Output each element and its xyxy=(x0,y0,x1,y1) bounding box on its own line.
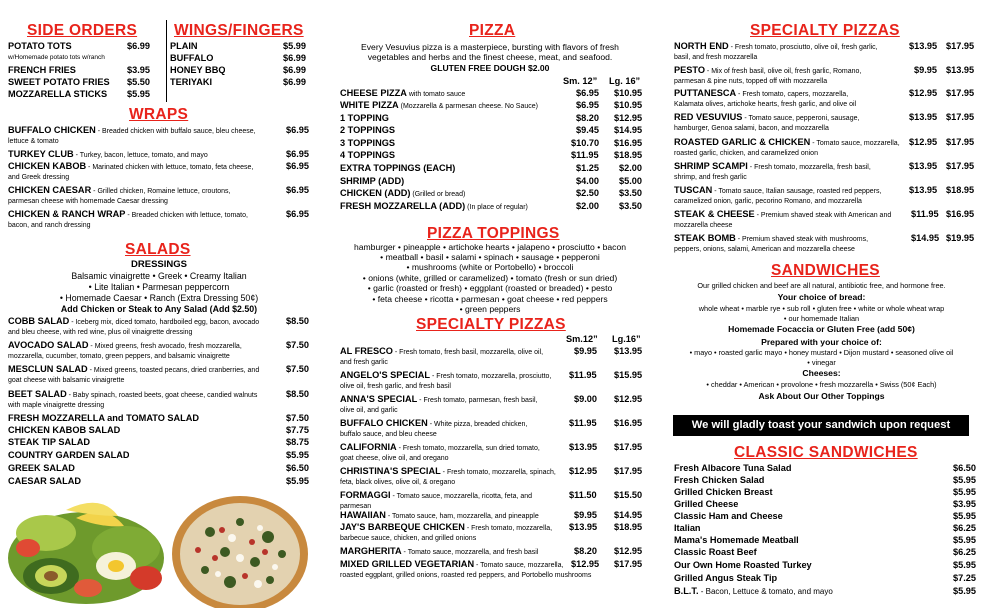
specialty-item-desc: - Fresh tomato, mozzarella, sun dried tomato, xyxy=(396,445,540,452)
specialty-price-lg: $17.95 xyxy=(946,161,975,171)
salad-item-price: $7.50 xyxy=(286,364,309,374)
specialty-item-name: ANNA'S SPECIAL xyxy=(340,394,418,404)
wings-item-name: HONEY BBQ xyxy=(170,65,226,75)
pizza-price-lg: $10.95 xyxy=(614,100,643,110)
wrap-item-desc2: and Greek dressing xyxy=(8,174,70,181)
specialty-item-name: BUFFALO CHICKEN xyxy=(340,418,428,428)
wrap-item-desc2: parmesan cheese with homemade Caesar dressing xyxy=(8,198,168,205)
pizza-item-name: 4 TOPPINGS xyxy=(340,150,395,160)
classic-item-name: Classic Ham and Cheese xyxy=(674,511,783,521)
specialty-price-sm: $11.95 xyxy=(569,370,597,380)
wings-item-price: $6.99 xyxy=(283,65,306,75)
pizza-price-lg: $12.95 xyxy=(614,113,643,123)
pizza-price-sm: $2.00 xyxy=(576,201,599,211)
sandwich-info-line: Our grilled chicken and beef are all natural, antibiotic free, and hormone free. xyxy=(697,281,946,290)
specialty-col-large: Lg.16” xyxy=(612,334,641,344)
salad-item-name: CAESAR SALAD xyxy=(8,476,81,486)
specialty-item-desc2: hamburger, Genoa salami, bacon, and mozzarella xyxy=(674,125,829,132)
pizza-item-name: EXTRA TOPPINGS (EACH) xyxy=(340,163,456,173)
classic-item-price: $5.95 xyxy=(953,586,976,596)
sandwich-info-line: • vinegar xyxy=(807,358,836,367)
specialty-item-desc: - Tomato sauce, mozzarella, xyxy=(810,140,900,147)
pizza-col-small: Sm. 12” xyxy=(563,76,598,86)
specialty-price-lg: $17.95 xyxy=(614,442,643,452)
salad-item-name: GREEK SALAD xyxy=(8,463,75,473)
specialty-item-name: RED VESUVIUS xyxy=(674,112,743,122)
pizza-price-lg: $3.50 xyxy=(619,201,642,211)
dressings-line: Balsamic vinaigrette • Greek • Creamy Italian xyxy=(71,271,247,281)
specialty-price-lg: $13.95 xyxy=(946,65,975,75)
specialty-price-lg: $17.95 xyxy=(946,41,975,51)
side-orders-heading: SIDE ORDERS xyxy=(27,22,138,39)
specialty-price-lg: $17.95 xyxy=(614,466,643,476)
specialty-item-name: FORMAGGI xyxy=(340,490,391,500)
specialty-item-name: CHRISTINA'S SPECIAL xyxy=(340,466,441,476)
salad-item-desc: - Mixed greens, fresh avocado, fresh mozzarella, xyxy=(88,343,242,350)
specialty-price-lg: $18.95 xyxy=(946,185,975,195)
wrap-item-name: CHICKEN & RANCH WRAP xyxy=(8,209,126,219)
pizza-price-sm: $1.25 xyxy=(576,163,599,173)
specialty-price-sm: $9.95 xyxy=(574,346,597,356)
specialty-item-desc: - Fresh tomato, fresh basil, mozzarella, olive oil, xyxy=(392,349,544,356)
classic-item-price: $5.95 xyxy=(953,487,976,497)
specialty-item-name: PUTTANESCA xyxy=(674,88,737,98)
wrap-item-name: TURKEY CLUB xyxy=(8,149,74,159)
specialty-price-lg: $13.95 xyxy=(614,346,643,356)
specialty-item-name: AL FRESCO xyxy=(340,346,393,356)
salad-item-desc2: and bleu cheese, with red wine, plus oil vinaigrette dressing xyxy=(8,329,193,336)
specialty-item-desc2: mozzarella cheese xyxy=(674,222,733,229)
pizza-price-sm: $4.00 xyxy=(576,176,599,186)
specialty-item-name: STEAK & CHEESE xyxy=(674,209,755,219)
wraps-heading: WRAPS xyxy=(129,106,189,123)
wings-heading: WINGS/FINGERS xyxy=(174,22,304,39)
specialty-item-desc2: roasted garlic, chicken, and caramelized onion xyxy=(674,150,818,157)
salad-item-price: $8.50 xyxy=(286,316,309,326)
classic-item-desc: - Bacon, Lettuce & tomato, and mayo xyxy=(698,587,833,596)
specialty-item-name: SHRIMP SCAMPI xyxy=(674,161,748,171)
specialty-price-sm: $13.95 xyxy=(909,161,938,171)
side-item-name: MOZZARELLA STICKS xyxy=(8,89,108,99)
salad-item-price: $6.50 xyxy=(286,463,309,473)
classic-item-name: Grilled Chicken Breast xyxy=(674,487,773,497)
classic-item-price: $6.25 xyxy=(953,547,976,557)
salad-item-name: COBB SALAD xyxy=(8,316,70,326)
specialty-item-desc: - Fresh tomato, mozzarella, spinach, xyxy=(440,469,556,476)
specialty-item-desc: - Premium shaved steak with American and xyxy=(754,212,892,219)
specialty-item-desc2: feta, black olives, olive oil, & oregano xyxy=(340,479,456,486)
specialty-price-lg: $16.95 xyxy=(946,209,975,219)
specialty-price-sm: $9.95 xyxy=(914,65,937,75)
pizza-item-desc: (In place of regular) xyxy=(465,204,528,211)
dressings-line: • Lite Italian • Parmesan peppercorn xyxy=(88,282,230,292)
wrap-item-name: CHICKEN KABOB xyxy=(8,161,87,171)
wrap-item xyxy=(8,149,283,161)
specialty-item-desc: - Tomato sauce, Italian sausage, roasted red peppers, xyxy=(712,188,882,195)
side-item-name: POTATO TOTS xyxy=(8,41,72,51)
salad-photo xyxy=(6,488,166,606)
pizza-item-name: CHEESE PIZZA xyxy=(340,88,407,98)
salad-item-desc2: goat cheese with balsamic vinaigrette xyxy=(8,377,125,384)
specialty-price-sm: $11.95 xyxy=(911,209,939,219)
sandwich-info-line: • mayo • roasted garlic mayo • honey mustard • Dijon mustard • seasoned olive oil xyxy=(689,348,954,357)
toppings-line: hamburger • pineapple • artichoke hearts • jalapeno • prosciutto • bacon xyxy=(353,242,627,252)
pizza-item-name: FRESH MOZZARELLA (ADD) xyxy=(340,201,466,211)
specialty-item-name: HAWAIIAN xyxy=(340,510,386,520)
salad-item-name: STEAK TIP SALAD xyxy=(8,437,91,447)
specialty-item-desc2: peppers, onions, salami, American and mozzarella cheese xyxy=(674,246,855,253)
side-item-price: $3.95 xyxy=(127,65,150,75)
wrap-item-desc2: bacon, and ranch dressing xyxy=(8,222,91,229)
pizza-item-desc: (Grilled or bread) xyxy=(410,191,466,198)
specialty-item-desc2: buffalo sauce, and bleu cheese xyxy=(340,431,437,438)
specialty-item-desc: - White pizza, breaded chicken, xyxy=(427,421,528,428)
classic-item-name: Classic Roast Beef xyxy=(674,547,757,557)
sandwiches-heading: SANDWICHES xyxy=(771,262,880,279)
specialty-price-lg: $16.95 xyxy=(614,418,643,428)
sandwich-info-line: Cheeses: xyxy=(802,368,841,378)
wrap-item-desc: - Breaded chicken with buffalo sauce, bleu cheese, xyxy=(95,128,256,135)
pizza-price-sm: $8.20 xyxy=(576,113,599,123)
classic-sandwiches-heading: CLASSIC SANDWICHES xyxy=(734,444,918,461)
wings-item-name: BUFFALO xyxy=(170,53,214,63)
specialty-item xyxy=(340,546,568,558)
salad-item-price: $7.50 xyxy=(286,413,309,423)
salad-item-name: COUNTRY GARDEN SALAD xyxy=(8,450,130,460)
salad-item-price: $7.75 xyxy=(286,425,309,435)
salad-item-price: $8.75 xyxy=(286,437,309,447)
toppings-heading: PIZZA TOPPINGS xyxy=(427,225,560,242)
pizza-item xyxy=(340,100,560,112)
wings-item-price: $6.99 xyxy=(283,53,306,63)
pizza-intro-line: vegetables and herbs and the finest cheese, meat, and seafood. xyxy=(367,52,613,62)
salad-item-name: CHICKEN KABOB SALAD xyxy=(8,425,121,435)
salad-item-price: $5.95 xyxy=(286,450,309,460)
specialty-item-desc: - Tomato sauce, mozzarella, and fresh basil xyxy=(401,549,539,556)
salad-item-name: MESCLUN SALAD xyxy=(8,364,88,374)
pizza-item xyxy=(340,88,560,100)
sandwich-info-line: Ask About Our Other Toppings xyxy=(758,391,885,401)
pizza-price-sm: $9.45 xyxy=(576,125,599,135)
salad-item-name: AVOCADO SALAD xyxy=(8,340,89,350)
pizza-item-name: CHICKEN (ADD) xyxy=(340,188,411,198)
wings-item-name: PLAIN xyxy=(170,41,198,51)
specialty-price-sm: $11.50 xyxy=(569,490,597,500)
specialty-item-desc2: basil, and fresh mozzarella xyxy=(674,54,758,61)
specialty-item-desc: - Mix of fresh basil, olive oil, fresh garlic, Romano, xyxy=(704,68,862,75)
specialty-price-sm: $12.95 xyxy=(909,137,938,147)
specialty-item xyxy=(340,490,568,502)
pizza-item xyxy=(340,188,560,200)
specialty-price-lg: $19.95 xyxy=(946,233,975,243)
classic-item-name: Italian xyxy=(674,523,701,533)
wrap-item-desc: - Marinated chicken with lettuce, tomato, feta cheese, xyxy=(86,164,254,171)
classic-item-name: Grilled Cheese xyxy=(674,499,739,509)
sandwich-info-line: • our homemade Italian xyxy=(783,314,860,323)
specialty-price-sm: $12.95 xyxy=(569,466,598,476)
sandwich-info-line: • cheddar • American • provolone • fresh mozzarella • Swiss (50¢ Each) xyxy=(706,380,937,389)
pizza-price-lg: $14.95 xyxy=(614,125,643,135)
specialty-price-sm: $13.95 xyxy=(569,522,598,532)
wrap-item-price: $6.95 xyxy=(286,209,309,219)
pizza-item-name: 1 TOPPING xyxy=(340,113,389,123)
specialty-item xyxy=(340,510,568,522)
side-item-note: w/Homemade potato tots w/ranch xyxy=(8,54,105,61)
specialty-item-name: ANGELO'S SPECIAL xyxy=(340,370,430,380)
classic-item-price: $3.95 xyxy=(953,499,976,509)
toppings-line: • mushrooms (white or Portobello) • broccoli xyxy=(406,262,574,272)
specialty-item-name: CALIFORNIA xyxy=(340,442,397,452)
pizza-item-name: SHRIMP (ADD) xyxy=(340,176,405,186)
sandwich-info-line: whole wheat • marble rye • sub roll • gluten free • white or whole wheat wrap xyxy=(698,304,945,313)
specialty-price-lg: $17.95 xyxy=(946,88,975,98)
specialty-item-desc2: goat cheese, olive oil, and oregano xyxy=(340,455,449,462)
wrap-item-desc2: lettuce & tomato xyxy=(8,138,59,145)
specialty-item-desc: - Tomato sauce, ham, mozzarella, and pineapple xyxy=(385,513,539,520)
salad-item-price: $8.50 xyxy=(286,389,309,399)
specialty-item-desc2: parmesan & pine nuts, topped off with mozzarella xyxy=(674,78,828,85)
specialty-price-lg: $12.95 xyxy=(614,546,643,556)
dressings-line: Add Chicken or Steak to Any Salad (Add $2.50) xyxy=(60,304,258,314)
sandwich-info-line: Prepared with your choice of: xyxy=(761,337,882,347)
classic-item-name: B.L.T. xyxy=(674,586,699,596)
pizza-item-name: WHITE PIZZA xyxy=(340,100,399,110)
specialty-item-name: MARGHERITA xyxy=(340,546,402,556)
classic-item-price: $5.95 xyxy=(953,560,976,570)
classic-item-price: $5.95 xyxy=(953,475,976,485)
specialty-price-sm: $12.95 xyxy=(571,559,600,569)
dressings-line: • Homemade Caesar • Ranch (Extra Dressing 50¢) xyxy=(59,293,259,303)
specialty-price-sm: $11.95 xyxy=(569,418,597,428)
toppings-line: • meatball • basil • salami • spinach • sausage • pepperoni xyxy=(380,252,600,262)
pizza-price-lg: $10.95 xyxy=(614,88,643,98)
specialty-right-heading: SPECIALTY PIZZAS xyxy=(750,22,900,39)
specialty-item-desc2: olive oil, fresh garlic, and fresh basil xyxy=(340,383,451,390)
specialty-item-name: NORTH END xyxy=(674,41,729,51)
specialty-price-sm: $13.95 xyxy=(569,442,598,452)
salad-item-desc: - Mixed greens, toasted pecans, dried cranberries, and xyxy=(87,367,260,374)
wrap-item-price: $6.95 xyxy=(286,185,309,195)
pizza-heading: PIZZA xyxy=(469,22,516,39)
wrap-item-price: $6.95 xyxy=(286,125,309,135)
classic-item-price: $7.25 xyxy=(953,573,976,583)
classic-item-name: Fresh Albacore Tuna Salad xyxy=(674,463,792,473)
specialty-price-sm: $9.95 xyxy=(574,510,597,520)
specialty-col-small: Sm.12” xyxy=(566,334,598,344)
specialty-price-sm: $13.95 xyxy=(909,41,938,51)
wrap-item-price: $6.95 xyxy=(286,161,309,171)
salad-item-desc2: with maple vinaigrette dressing xyxy=(8,402,105,409)
toppings-line: • feta cheese • ricotta • parmesan • goat cheese • red peppers xyxy=(372,294,608,304)
wings-item-price: $5.99 xyxy=(283,41,306,51)
toast-banner: We will gladly toast your sandwich upon request xyxy=(673,415,969,436)
pizza-price-lg: $18.95 xyxy=(614,150,643,160)
specialty-item-name: TUSCAN xyxy=(674,185,713,195)
pizza-intro-line: Every Vesuvius pizza is a masterpiece, bursting with flavors of fresh xyxy=(361,42,619,52)
wings-item-price: $6.99 xyxy=(283,77,306,87)
salad-item-desc: - Baby spinach, roasted beets, goat cheese, candied walnuts xyxy=(66,392,258,399)
salad-item-price: $7.50 xyxy=(286,340,309,350)
classic-item-name: Mama's Homemade Meatball xyxy=(674,535,799,545)
toppings-line: • garlic (roasted or fresh) • eggplant (roasted or breaded) • pesto xyxy=(367,283,613,293)
pizza-price-sm: $6.95 xyxy=(576,100,599,110)
specialty-price-sm: $13.95 xyxy=(909,185,938,195)
pizza-item-desc: (Mozzarella & parmesan cheese. No Sauce) xyxy=(398,103,538,110)
specialty-item-desc: - Fresh tomato, prosciutto, olive oil, fresh garlic, xyxy=(728,44,878,51)
specialty-item-desc2: barbecue sauce, chicken, and grilled onions xyxy=(340,535,477,542)
salad-item-name: BEET SALAD xyxy=(8,389,67,399)
wrap-item-name: CHICKEN CAESAR xyxy=(8,185,92,195)
side-item-name: SWEET POTATO FRIES xyxy=(8,77,110,87)
pizza-item-name: 2 TOPPINGS xyxy=(340,125,395,135)
wrap-item-desc: - Grilled chicken, Romaine lettuce, croutons, xyxy=(91,188,231,195)
toppings-line: • green peppers xyxy=(459,304,521,314)
dressings-heading: DRESSINGS xyxy=(131,259,187,270)
specialty-item-desc2: caramelized onion, garlic, pecorino Romano, and mozzarella xyxy=(674,198,862,205)
classic-item-price: $5.95 xyxy=(953,511,976,521)
side-item-name: FRENCH FRIES xyxy=(8,65,76,75)
wrap-item-name: BUFFALO CHICKEN xyxy=(8,125,96,135)
pizza-col-large: Lg. 16” xyxy=(609,76,641,86)
specialty-price-sm: $9.00 xyxy=(574,394,597,404)
classic-item-price: $5.95 xyxy=(953,535,976,545)
specialty-item-name: MIXED GRILLED VEGETARIAN xyxy=(340,559,475,569)
pizza-price-sm: $6.95 xyxy=(576,88,599,98)
salad-item-desc: - Iceberg mix, diced tomato, hardboiled egg, bacon, avocado xyxy=(69,319,260,326)
pizza-price-sm: $10.70 xyxy=(571,138,600,148)
pizza-item-desc: with tomato sauce xyxy=(406,91,466,98)
specialty-price-sm: $14.95 xyxy=(911,233,940,243)
salad-item-price: $5.95 xyxy=(286,476,309,486)
pizza-price-sm: $2.50 xyxy=(576,188,599,198)
side-item-price: $6.99 xyxy=(127,41,150,51)
specialty-item-name: JAY'S BARBEQUE CHICKEN xyxy=(340,522,465,532)
specialty-item-desc: - Fresh tomato, parmesan, fresh basil, xyxy=(417,397,538,404)
specialty-item-desc: - Tomato sauce, mozzarella, xyxy=(474,562,564,569)
specialty-price-sm: $13.95 xyxy=(909,112,938,122)
specialty-item-desc2: olive oil, and garlic xyxy=(340,407,398,414)
toppings-line: • onions (white, grilled or caramelized) • tomato (fresh or sun dried) xyxy=(362,273,618,283)
specialty-item-desc: - Fresh tomato, mozzarella, xyxy=(464,525,553,532)
classic-item xyxy=(674,586,944,597)
specialty-item-desc2: roasted eggplant, grilled onions, roasted red peppers, and Portobello mushrooms xyxy=(340,572,592,579)
sandwich-info-line: Homemade Focaccia or Gluten Free (add 50¢) xyxy=(728,324,915,334)
classic-item-price: $6.50 xyxy=(953,463,976,473)
wrap-item-price: $6.95 xyxy=(286,149,309,159)
specialty-item-desc2: and fresh garlic xyxy=(340,359,388,366)
pizza-price-lg: $16.95 xyxy=(614,138,643,148)
pizza-item-name: 3 TOPPINGS xyxy=(340,138,395,148)
pizza-photo xyxy=(170,492,310,608)
sandwich-info-line: Your choice of bread: xyxy=(777,292,866,302)
gluten-free-note: GLUTEN FREE DOUGH $2.00 xyxy=(430,63,550,73)
specialty-item-name: ROASTED GARLIC & CHICKEN xyxy=(674,137,811,147)
specialty-item-desc: - Tomato sauce, pepperoni, sausage, xyxy=(742,115,860,122)
specialty-item-desc2: parmesan xyxy=(340,503,372,510)
specialty-item-desc2: Kalamata olives, artichoke hearts, fresh garlic, and olive oil xyxy=(674,101,857,108)
specialty-item-desc: - Fresh tomato, capers, mozzarella, xyxy=(736,91,849,98)
specialty-item-desc: - Tomato sauce, mozzarella, ricotta, feta, and xyxy=(390,493,533,500)
pizza-price-sm: $11.95 xyxy=(571,150,599,160)
pizza-price-lg: $5.00 xyxy=(619,176,642,186)
specialty-price-lg: $18.95 xyxy=(614,522,643,532)
salads-heading: SALADS xyxy=(125,241,191,258)
wrap-item-desc: - Turkey, bacon, lettuce, tomato, and mayo xyxy=(73,152,208,159)
salad-item-desc2: mozzarella, cucumber, tomato, green peppers, and balsamic vinaigrette xyxy=(8,353,230,360)
specialty-price-sm: $12.95 xyxy=(909,88,938,98)
specialty-price-lg: $15.50 xyxy=(614,490,643,500)
salad-item-name: FRESH MOZZARELLA and TOMATO SALAD xyxy=(8,413,200,423)
specialty-price-lg: $15.95 xyxy=(614,370,643,380)
classic-item-price: $6.25 xyxy=(953,523,976,533)
wrap-item-desc: - Breaded chicken with lettuce, tomato, xyxy=(125,212,248,219)
pizza-price-lg: $2.00 xyxy=(619,163,642,173)
wings-item-name: TERIYAKI xyxy=(170,77,213,87)
specialty-item-desc: - Fresh tomato, mozzarella, fresh basil, xyxy=(747,164,871,171)
specialty-price-sm: $8.20 xyxy=(574,546,597,556)
pizza-item xyxy=(340,201,568,213)
specialty-price-lg: $17.95 xyxy=(946,137,975,147)
specialty-price-lg: $14.95 xyxy=(614,510,643,520)
specialty-mid-heading: SPECIALTY PIZZAS xyxy=(416,316,566,333)
specialty-item-desc2: shrimp, and fresh garlic xyxy=(674,174,747,181)
specialty-item-desc: - Fresh tomato, mozzarella, prosciutto, xyxy=(430,373,552,380)
classic-item-name: Fresh Chicken Salad xyxy=(674,475,765,485)
specialty-item-desc: - Premium shaved steak with mushrooms, xyxy=(735,236,869,243)
pizza-price-lg: $3.50 xyxy=(619,188,642,198)
classic-item-name: Our Own Home Roasted Turkey xyxy=(674,560,812,570)
classic-item-name: Grilled Angus Steak Tip xyxy=(674,573,778,583)
side-item-price: $5.50 xyxy=(127,77,150,87)
specialty-item-name: PESTO xyxy=(674,65,705,75)
specialty-price-lg: $12.95 xyxy=(614,394,643,404)
side-item-price: $5.95 xyxy=(127,89,150,99)
specialty-item-name: STEAK BOMB xyxy=(674,233,736,243)
side-wings-divider xyxy=(166,20,167,102)
specialty-price-lg: $17.95 xyxy=(614,559,643,569)
specialty-price-lg: $17.95 xyxy=(946,112,975,122)
